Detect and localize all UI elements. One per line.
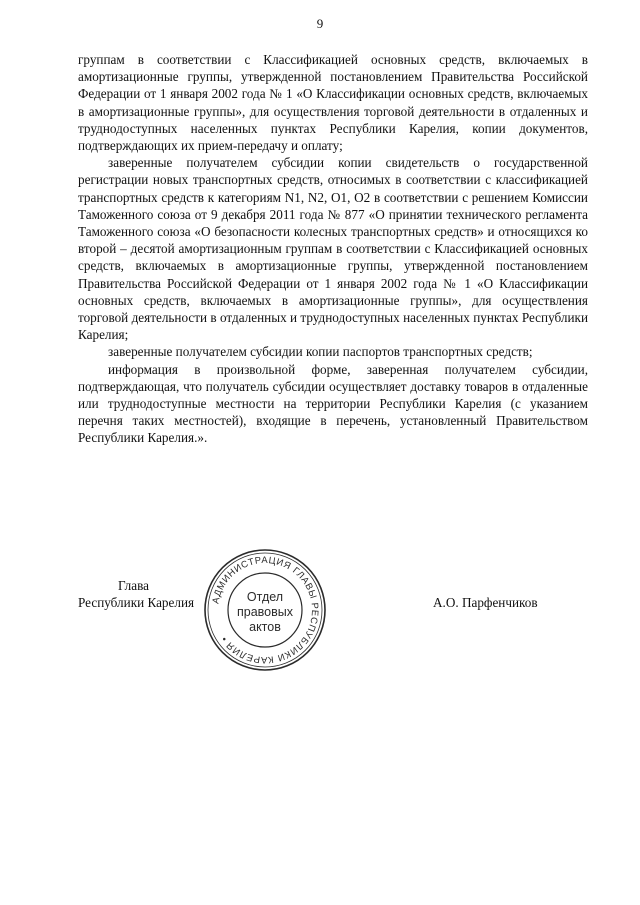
- signatory-title: Глава: [118, 578, 149, 593]
- paragraph-1: группам в соответствии с Классификацией основных средств, включаемых в амортизационные группы, утвержденной постановлением Правительства Российской Федерации от 1 января 2002 года № 1 «О Классификации основных средств, включаемых в амортизационные группы», для осуществления торговой деятельности в отдаленных и труднодоступных населенных пунктах Республики Карелия, копии документов, подтверждающих их прием-передачу и оплату;: [78, 52, 588, 154]
- signatory-title-region: Республики Карелия: [78, 595, 195, 610]
- stamp-seal-icon: [200, 545, 330, 675]
- paragraph-3: заверенные получателем субсидии копии паспортов транспортных средств;: [108, 344, 533, 360]
- paragraph-2: заверенные получателем субсидии копии свидетельств о государственной регистрации новых транспортных средств, относимых в соответствии с классификацией транспортных средств к категориям N1, N2, O1, O2 в соответствии с решением Комиссии Таможенного союза от 9 декабря 2011 года № 877 «О принятии технического регламента Таможенного союза «О безопасности колесных транспортных средств» и относящихся ко второй – десятой амортизационным группам в соответствии с Классификацией основных средств, включаемых в амортизационные группы, утвержденной постановлением Правительства Российской Федерации от 1 января 2002 года № 1 «О Классификации основных средств, включаемых в амортизационные группы», для осуществления торговой деятельности в отдаленных и труднодоступных населенных пунктах Республики Карелия;: [78, 155, 588, 343]
- page-number: 9: [316, 16, 324, 31]
- stamp-line-3: актов: [249, 620, 281, 634]
- stamp-line-1: Отдел: [246, 590, 284, 604]
- signatory-name: А.О. Парфенчиков: [433, 595, 538, 610]
- paragraph-4: информация в произвольной форме, заверенная получателем субсидии, подтверждающая, что получатель субсидии осуществляет доставку товаров в отдаленные или труднодоступные местности на территории Республики Карелия (с указанием перечня таких местностей), входящие в перечень, установленный Правительством Республики Карелия.».: [78, 361, 588, 446]
- stamp-ring-text: АДМИНИСТРАЦИЯ ГЛАВЫ РЕСПУБЛИКИ КАРЕЛИЯ •: [209, 553, 322, 667]
- stamp-line-2: правовых: [237, 605, 293, 619]
